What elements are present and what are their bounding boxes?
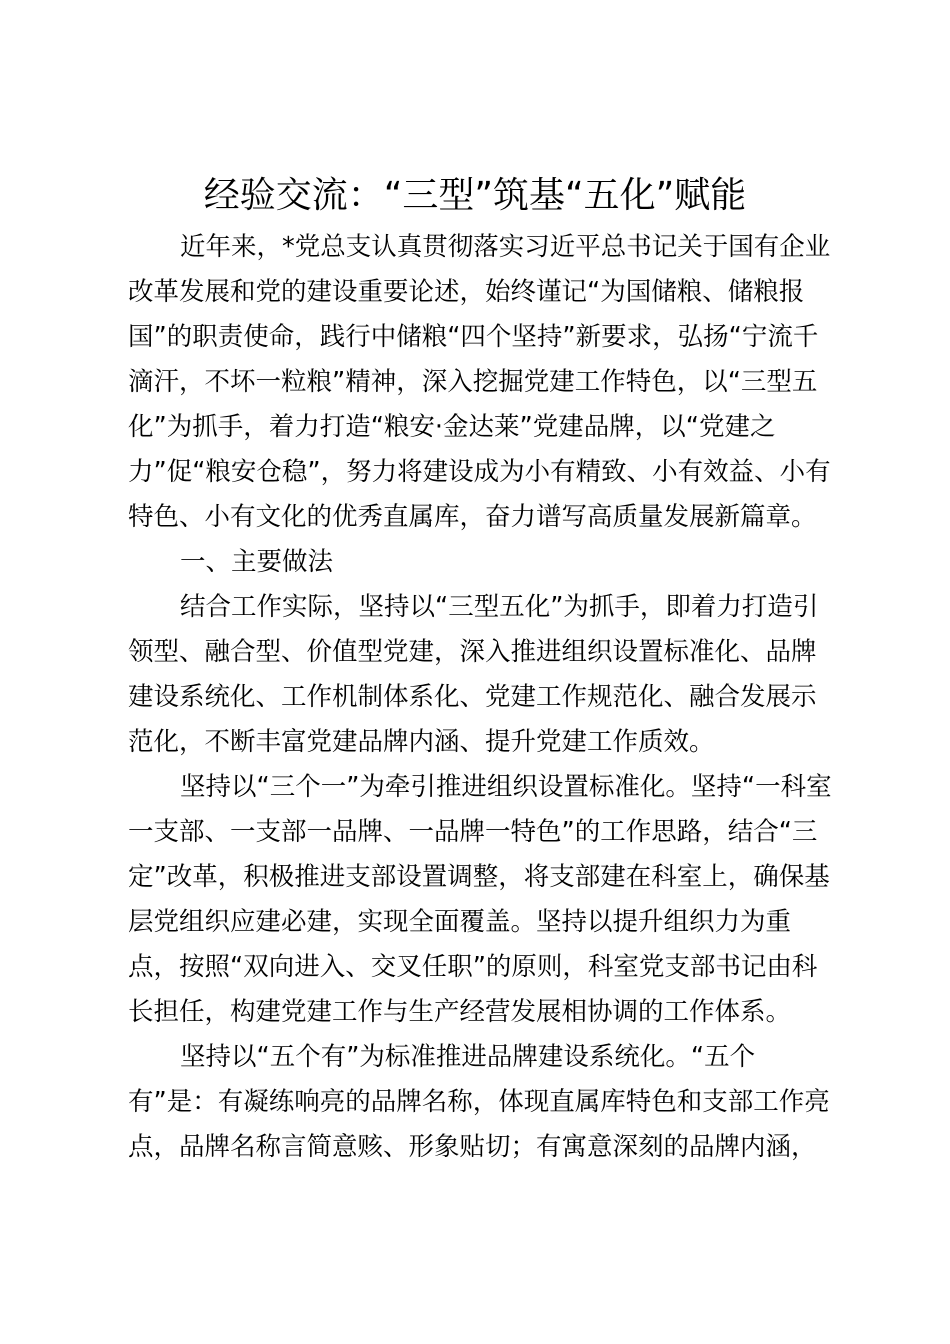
text-line: 领型、融合型、价值型党建，深入推进组织设置标准化、品牌 <box>128 637 817 667</box>
text-line: 力”促“粮安仓稳”，努力将建设成为小有精致、小有效益、小有 <box>128 457 831 487</box>
text-line: 建设系统化、工作机制体系化、党建工作规范化、融合发展示 <box>128 682 817 712</box>
text-line: 点，品牌名称言简意赅、形象贴切；有寓意深刻的品牌内涵， <box>128 1132 817 1162</box>
paragraph-intro <box>128 225 848 540</box>
text-line: 滴汗，不坏一粒粮”精神，深入挖掘党建工作特色，以“三型五 <box>128 367 818 397</box>
text-line: 定”改革，积极推进支部设置调整，将支部建在科室上，确保基 <box>128 862 830 892</box>
text-line: 点，按照“双向进入、交叉任职”的原则，科室党支部书记由科 <box>128 952 818 982</box>
text-line: 近年来，*党总支认真贯彻落实习近平总书记关于国有企业 <box>180 232 831 262</box>
text-line: 有”是：有凝练响亮的品牌名称，体现直属库特色和支部工作亮 <box>128 1087 830 1117</box>
text-line: 层党组织应建必建，实现全面覆盖。坚持以提升组织力为重 <box>128 907 792 937</box>
text-line: 改革发展和党的建设重要论述，始终谨记“为国储粮、储粮报 <box>128 277 805 307</box>
section-heading-text: 一、主要做法 <box>180 547 334 577</box>
text-line: 坚持以“三个一”为牵引推进组织设置标准化。坚持“一科室 <box>180 772 832 802</box>
paragraph-approach <box>128 585 848 765</box>
text-line: 长担任，构建党建工作与生产经营发展相协调的工作体系。 <box>128 997 792 1027</box>
text-line: 范化，不断丰富党建品牌内涵、提升党建工作质效。 <box>128 727 715 757</box>
text-line: 一支部、一支部一品牌、一品牌一特色”的工作思路，结合“三 <box>128 817 818 847</box>
document-body <box>128 225 848 1170</box>
text-line: 特色、小有文化的优秀直属库，奋力谱写高质量发展新篇章。 <box>128 502 817 532</box>
paragraph-standardization <box>128 765 848 1035</box>
text-line: 化”为抓手，着力打造“粮安·金达莱”党建品牌，以“党建之 <box>128 412 776 442</box>
text-line: 结合工作实际，坚持以“三型五化”为抓手，即着力打造引 <box>180 592 819 622</box>
text-line: 坚持以“五个有”为标准推进品牌建设系统化。“五个 <box>180 1042 756 1072</box>
document-title: 经验交流：“三型”筑基“五化”赋能 <box>203 175 747 216</box>
text-line: 国”的职责使命，践行中储粮“四个坚持”新要求，弘扬“宁流千 <box>128 322 819 352</box>
paragraph-brand-building <box>128 1035 848 1170</box>
section-heading <box>128 540 848 585</box>
